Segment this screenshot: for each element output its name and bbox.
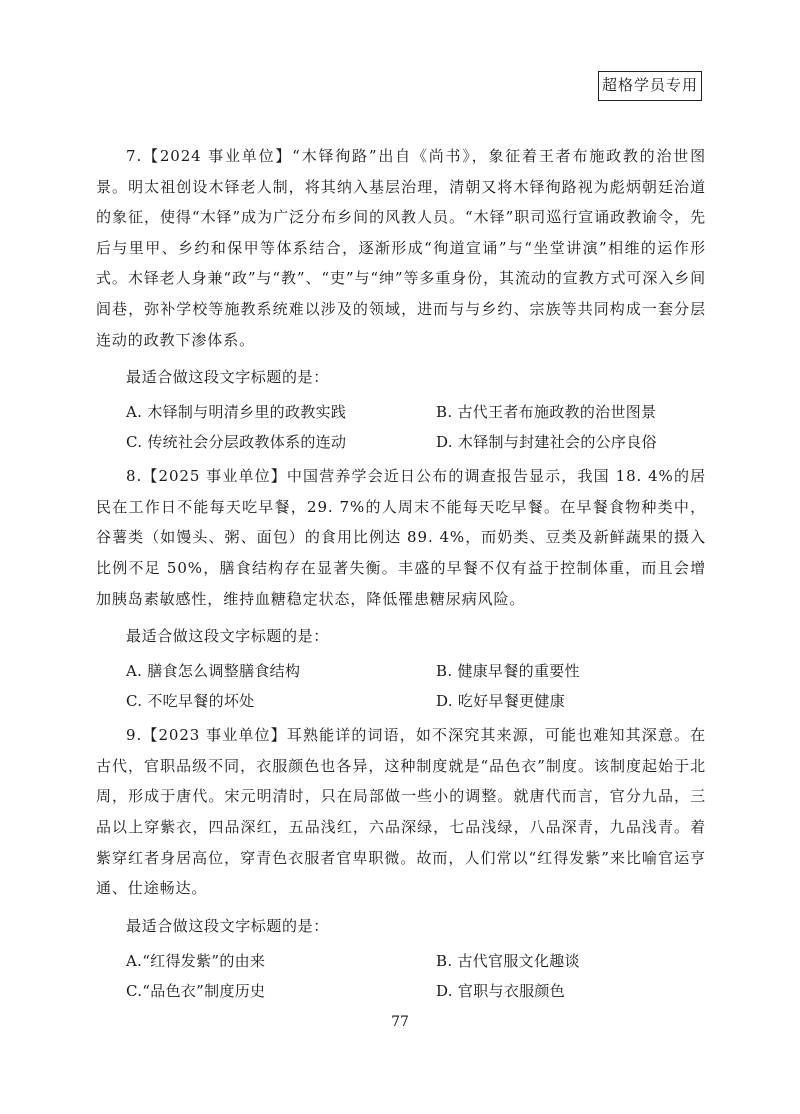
option-b: B. 古代王者布施政教的治世图景 [436, 403, 657, 422]
question-8 [96, 461, 706, 716]
question-prompt: 最适合做这段文字标题的是： [126, 916, 329, 935]
option-a: A.“红得发紫”的由来 [126, 951, 266, 970]
option-a: A. 膳食怎么调整膳食结构 [126, 662, 301, 681]
options-grid [96, 656, 706, 716]
options-grid [96, 397, 706, 457]
question-text: 7.【2024 事业单位】“木铎徇路”出自《尚书》，象征着王者布施政教的治世图景。明太祖创设木铎老人制，将其纳入基层治理，清朝又将木铎徇路视为彪炳朝廷治道的象征，使得“木铎”成为广泛分布乡间的风教人员。“木铎”职司巡行宣诵政教谕令，先后与里甲、乡约和保甲等体系结合，逐渐形成“徇道宣诵”与“坐堂讲演”相维的运作形式。木铎老人身兼“政”与“教”、“吏”与“绅”等多重身份，其流动的宣教方式可深入乡间闾巷，弥补学校等施教系统难以涉及的领域，进而与与乡约、宗族等共同构成一套分层连动的政教下渗体系。 [96, 147, 706, 349]
option-d: D. 木铎制与封建社会的公序良俗 [436, 433, 657, 452]
option-c: C.“品色衣”制度历史 [126, 981, 266, 1000]
option-b: B. 古代官服文化趣谈 [436, 951, 580, 970]
question-9 [96, 720, 706, 1006]
option-a: A. 木铎制与明清乡里的政教实践 [126, 403, 347, 422]
question-7 [96, 141, 706, 457]
option-d: D. 官职与衣服颜色 [436, 981, 566, 1000]
question-text: 8.【2025 事业单位】中国营养学会近日公布的调查报告显示，我国 18. 4%的居民在工作日不能每天吃早餐，29. 7%的人周末不能每天吃早餐。在早餐食物种类中，谷薯类（如馒头、粥、面包）的食用比例达 89. 4%，而奶类、豆类及新鲜蔬果的摄入比例不足 50%，膳食结构存在显著失衡。丰盛的早餐不仅有益于控制体重，而且会增加胰岛素敏感性，维持血糖稳定状态，降低罹患糖尿病风险。 [96, 467, 706, 608]
question-prompt: 最适合做这段文字标题的是： [126, 627, 329, 646]
question-text: 9.【2023 事业单位】耳熟能详的词语，如不深究其来源，可能也难知其深意。在古代，官职品级不同，衣服颜色也各异，这种制度就是“品色衣”制度。该制度起始于北周，形成于唐代。宋元明清时，只在局部做一些小的调整。就唐代而言，官分九品，三品以上穿紫衣，四品深红，五品浅红，六品深绿，七品浅绿，八品深青，九品浅青。着紫穿红者身居高位，穿青色衣服者官卑职微。故而，人们常以“红得发紫”来比喻官运亨通、仕途畅达。 [96, 726, 706, 898]
page-number: 77 [391, 1014, 409, 1030]
student-only-badge: 超格学员专用 [598, 71, 702, 101]
options-grid [96, 946, 706, 1006]
option-c: C. 不吃早餐的坏处 [126, 692, 255, 711]
option-b: B. 健康早餐的重要性 [436, 662, 580, 681]
question-prompt: 最适合做这段文字标题的是： [126, 368, 329, 387]
question-list [96, 141, 706, 1006]
option-c: C. 传统社会分层政教体系的连动 [126, 433, 347, 452]
option-d: D. 吃好早餐更健康 [436, 692, 566, 711]
